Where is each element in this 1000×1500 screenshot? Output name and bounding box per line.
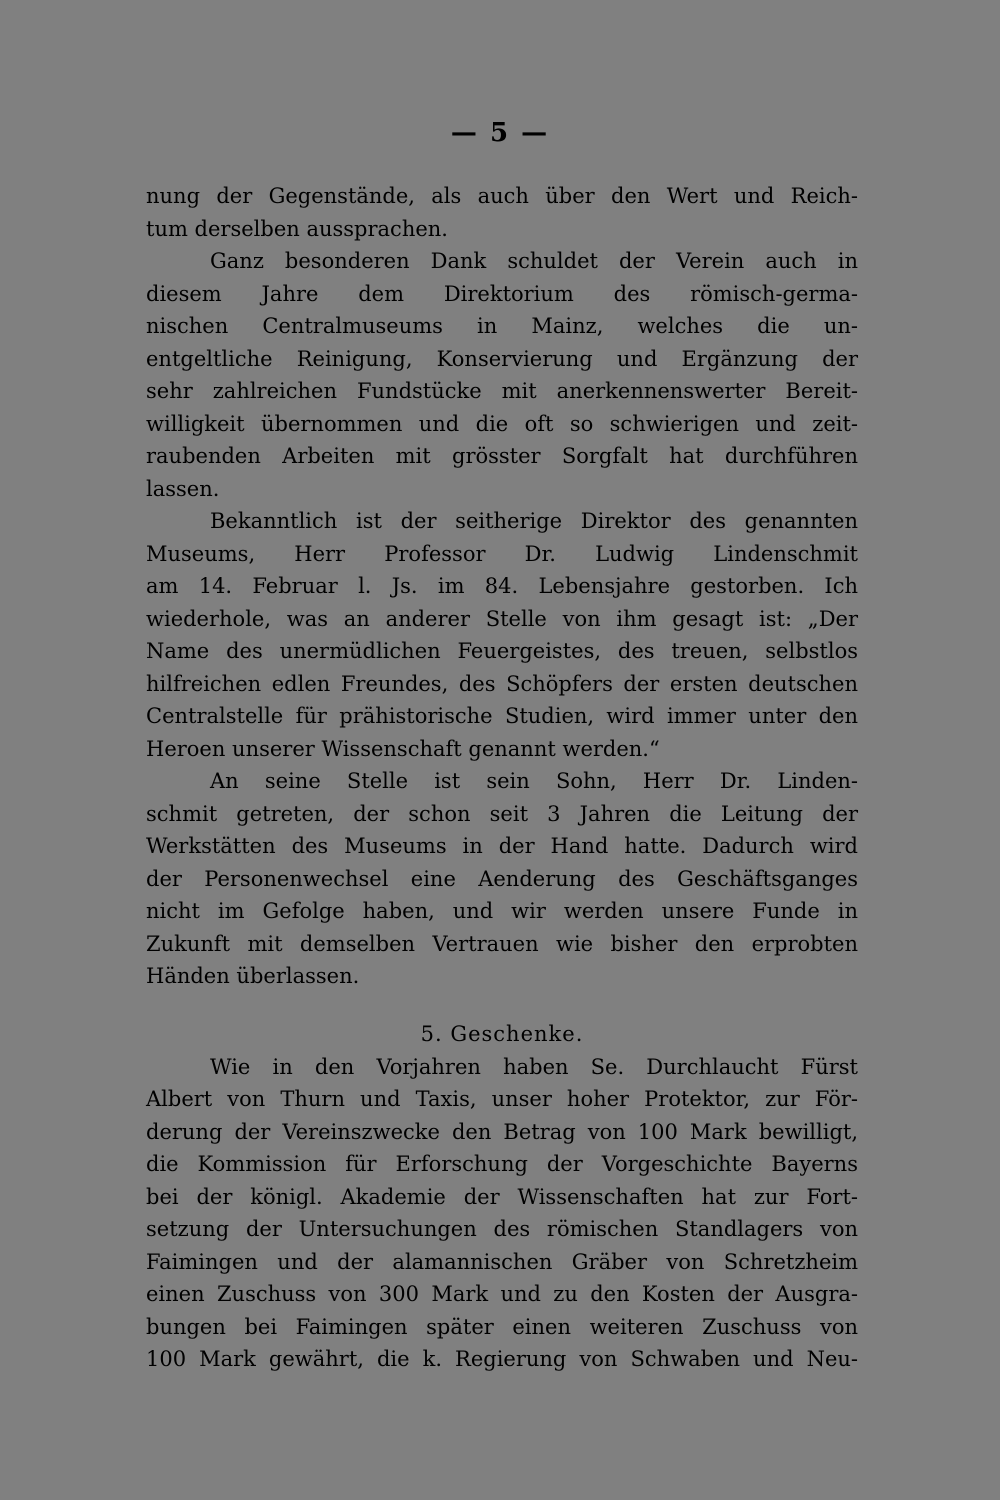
text-line: Ganz besonderen Dank schuldet der Verein auch in: [210, 249, 858, 273]
text-line: nung der Gegenstände, als auch über den Wert und Reich-: [146, 184, 858, 208]
text-line: wiederhole, was an anderer Stelle von ihm gesagt ist: „Der: [146, 606, 858, 631]
text-line: Faimingen und der alamannischen Gräber von Schretzheim: [146, 1249, 858, 1274]
body-text: [146, 180, 858, 993]
text-line: bei der königl. Akademie der Wissenschaften hat zur Fort-: [146, 1184, 858, 1209]
text-line: Albert von Thurn und Taxis, unser hoher Protektor, zur För-: [146, 1087, 858, 1111]
text-line: hilfreichen edlen Freundes, des Schöpfers der ersten deutschen: [146, 671, 858, 696]
text-line: bungen bei Faimingen später einen weiteren Zuschuss von: [146, 1314, 858, 1339]
text-line: Name des unermüdlichen Feuergeistes, des treuen, selbstlos: [146, 639, 858, 663]
text-line: 100 Mark gewährt, die k. Regierung von Schwaben und Neu-: [146, 1347, 858, 1371]
text-line: Bekanntlich ist der seitherige Direktor des genannten: [210, 509, 858, 533]
text-line: tum derselben aussprachen.: [146, 216, 448, 241]
text-line: entgeltliche Reinigung, Konservierung und Ergänzung der: [146, 346, 858, 371]
text-line: schmit getreten, der schon seit 3 Jahren die Leitung der: [146, 801, 858, 826]
text-line: am 14. Februar l. Js. im 84. Lebensjahre gestorben. Ich: [146, 574, 858, 598]
text-line: einen Zuschuss von 300 Mark und zu den Kosten der Ausgra-: [146, 1282, 858, 1306]
text-line: An seine Stelle ist sein Sohn, Herr Dr. Linden-: [210, 769, 858, 793]
section-heading: 5. Geschenke.: [420, 1022, 584, 1046]
text-line: Zukunft mit demselben Vertrauen wie bisher den erprobten: [146, 931, 858, 956]
text-line: Centralstelle für prähistorische Studien, wird immer unter den: [146, 704, 858, 728]
text-line: nischen Centralmuseums in Mainz, welches die un-: [146, 314, 858, 338]
text-line: der Personenwechsel eine Aenderung des Geschäftsganges: [146, 866, 858, 891]
text-line: die Kommission für Erforschung der Vorgeschichte Bayerns: [146, 1152, 858, 1176]
text-line: Heroen unserer Wissenschaft genannt werden.“: [146, 736, 660, 761]
text-line: raubenden Arbeiten mit grösster Sorgfalt hat durchführen: [146, 444, 858, 468]
text-line: diesem Jahre dem Direktorium des römisch-germa-: [146, 281, 858, 306]
text-line: Händen überlassen.: [146, 964, 360, 988]
text-line: derung der Vereinszwecke den Betrag von 100 Mark bewilligt,: [146, 1119, 858, 1144]
page-number: — 5 —: [450, 118, 550, 148]
text-line: Wie in den Vorjahren haben Se. Durchlaucht Fürst: [210, 1054, 858, 1079]
text-line: willigkeit übernommen und die oft so schwierigen und zeit-: [146, 411, 858, 436]
text-line: Museums, Herr Professor Dr. Ludwig Lindenschmit: [146, 541, 858, 566]
text-line: lassen.: [146, 476, 220, 501]
section-geschenke: [146, 1018, 858, 1376]
text-line: sehr zahlreichen Fundstücke mit anerkennenswerter Bereit-: [146, 379, 858, 403]
text-line: nicht im Gefolge haben, und wir werden unsere Funde in: [146, 899, 858, 923]
text-line: Werkstätten des Museums in der Hand hatte. Dadurch wird: [146, 834, 858, 858]
text-line: setzung der Untersuchungen des römischen Standlagers von: [146, 1217, 858, 1241]
